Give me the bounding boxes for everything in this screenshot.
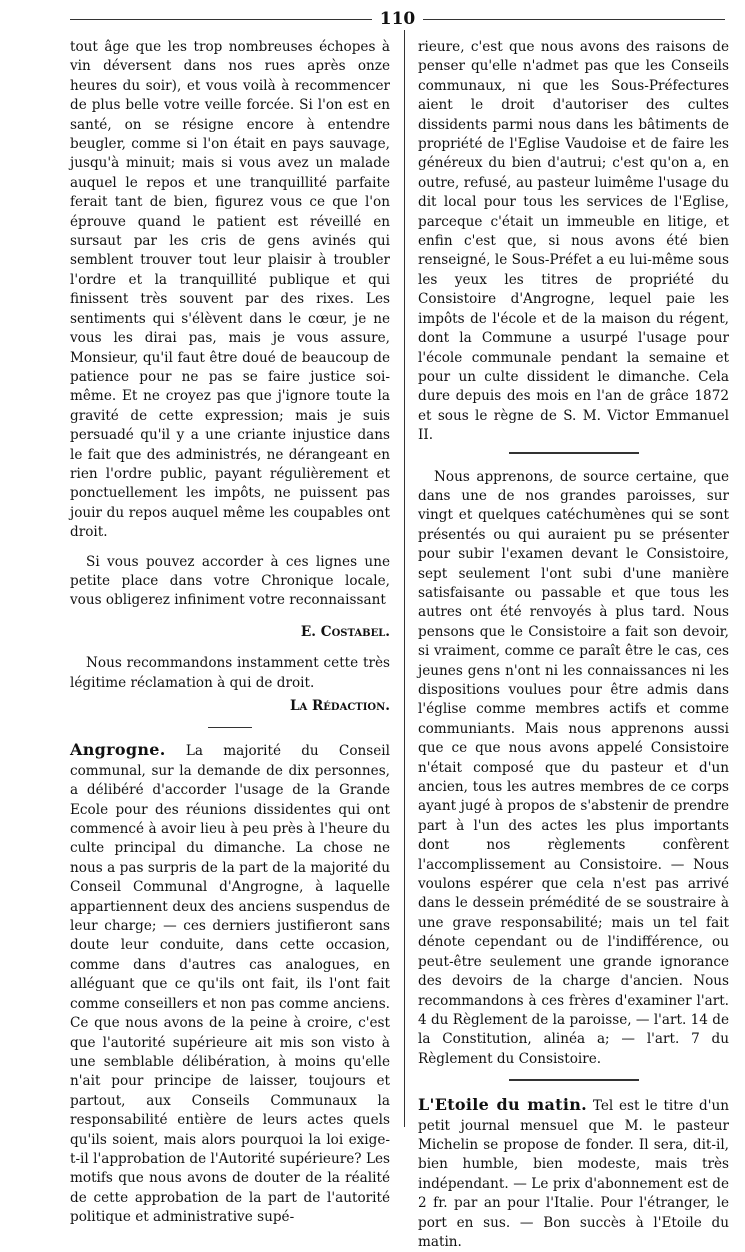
consistoire-paragraph: Nous apprenons, de source certaine, que dans une de nos grandes paroisses, sur vingt et quelques catéchumènes qui se sont présentés ou qui auraient pu se présenter pour subir l'examen devant le Consistoire, sept seulement l'ont subi d'une manière satisfaisante ou passable et que tous les autres ont été renvoyés à plus tard. Nous pensons que le Consistoire a fait son devoir, si vraiment, comme ce paraît être le cas, ces jeunes gens n'ont ni les connaissances ni les dispositions voulues pour être admis dans l'église comme membres actifs et comme communiants. Mais nous apprenons aussi que ce que nous avons appelé Consistoire n'était composé que du pasteur et d'un ancien, tous les autres membres de ce corps ayant jugé à propos de s'abstenir de prendre part à l'un des actes les plus importants dont nos règlements confèrent l'accomplissement au Consistoire. — Nous voulons espérer que cela n'est pas arrivé dans le dessein prémédité de se soustraire à une grave responsabilité; mais un tel fait dénote cependant ou de l'indifférence, ou peut-être seulement une grande ignorance des devoirs de la charge d'ancien. Nous recommandons à ces frères d'examiner l'art. 4 du Règlement de la paroisse, — l'art. 14 de la Constitution, alinéa a; — l'art. 7 du Règlement du Consistoire. (418, 468, 729, 1067)
header-rule-left (70, 19, 372, 20)
letter-closing-paragraph: Si vous pouvez accorder à ces lignes une petite place dans votre Chronique locale, vous obligerez infiniment votre reconnaissant (70, 553, 390, 609)
angrogne-article (70, 740, 390, 1227)
etoile-text: Tel est le titre d'un petit journal mensuel que M. le pasteur Michelin se propose de fonder. Il sera, dit-il, bien humble, bien modeste, mais très indépendant. — Le prix d'abonnement est de 2 fr. par an pour l'Italie. Pour l'étranger, le port en sus. — Bon succès à l'Etoile du matin. (418, 1098, 729, 1250)
page-header (70, 8, 725, 30)
left-column (70, 38, 390, 1228)
section-separator-wide-2 (509, 1079, 639, 1081)
angrogne-text: La majorité du Conseil communal, sur la demande de dix personnes, a délibéré d'accorder l'usage de la Grande Ecole pour des réunions dissidentes qui ont commencé à avoir lieu à peu près à l'heure du culte principal du dimanche. La chose ne nous a pas surpris de la part de la majorité du Conseil Communal d'Angrogne, à laquelle appartiennent deux des anciens suspendus de leur charge; — ces derniers justifieront sans doute leur conduite, dans cette occasion, comme dans d'autres cas analogues, en alléguant que ce qu'ils ont fait, ils l'ont fait comme conseillers et non pas comme anciens. Ce que nous avons de la peine à croire, c'est que l'autorité supérieure ait mis son visto à une semblable délibération, à moins qu'elle n'ait pour principe de laisser, toujours et partout, aux Conseils Communaux la responsabilité entière de leurs actes quels qu'ils soient, mais alors pourquoi la loi exige-t-il l'approbation de l'Autorité supérieure? Les motifs que nous avons de douter de la réalité de cette approbation de la part de l'autorité politique et administrative supé- (70, 743, 390, 1226)
section-separator (208, 727, 252, 728)
redaction-signature: La Rédaction. (289, 698, 390, 714)
column-divider (404, 30, 405, 1127)
header-rule-right (423, 19, 725, 20)
right-column (418, 38, 729, 1252)
letter-signature: E. Costabel. (300, 623, 390, 640)
page-number: 110 (379, 8, 416, 29)
section-separator-wide (509, 452, 639, 454)
etoile-article (418, 1095, 729, 1252)
etoile-headword: L'Etoile du matin. (418, 1095, 588, 1115)
angrogne-headword: Angrogne. (70, 740, 166, 760)
letter-paragraph: tout âge que les trop nombreuses échopes à vin déversent dans nos rues après onze heures du soir), et vous voilà à recommencer de plus belle votre veille forcée. Si l'on est en santé, on se résigne encore à entendre beugler, comme si l'on était en pays sauvage, jusqu'à minuit; mais si vous avez un malade auquel le repos et une tranquillité parfaite ferait tant de bien, figurez vous ce que l'on éprouve quand le patient est réveillé en sursaut par les cris de gens avinés qui semblent trouver tout leur plaisir à troubler l'ordre et la tranquillité publique et qui finissent très souvent par des rixes. Les sentiments qui s'élèvent dans le cœur, je ne vous les dirai pas, mais je vous assure, Monsieur, qu'il faut être doué de beaucoup de patience pour ne pas se faire justice soi-même. Et ne croyez pas que j'ignore toute la gravité de cette expression; mais je suis persuadé qu'il y a une criante injustice dans le fait que des administrés, ne dérangeant en rien l'ordre public, payant régulièrement et ponctuellement les impôts, ne puissent pas jouir du repos auquel même les coupables ont droit. (70, 39, 390, 541)
angrogne-continued: rieure, c'est que nous avons des raisons de penser qu'elle n'admet pas que les Conseils communaux, ni que les Sous-Préfectures aient le droit d'autoriser des cultes dissidents parmi nous dans les bâtiments de propriété de l'Eglise Vaudoise et de faire les généreux du bien d'autrui; c'est qu'on a, en outre, refusé, au pasteur luimême l'usage du dit local pour tous les services de l'Eglise, parceque c'était un immeuble en litige, et enfin c'est que, si nous avons été bien renseigné, le Sous-Préfet a eu lui-même sous les yeux les titres de propriété du Consistoire d'Angrogne, lequel paie les impôts de l'école et de la maison du régent, dont la Commune a usurpé l'usage pour l'école communale pendant la semaine et pour un culte dissident le dimanche. Cela dure depuis des mois en l'an de grâce 1872 et sous le règne de S. M. Victor Emmanuel II. (418, 39, 729, 444)
redaction-note: Nous recommandons instamment cette très légitime réclamation à qui de droit. (70, 655, 390, 691)
